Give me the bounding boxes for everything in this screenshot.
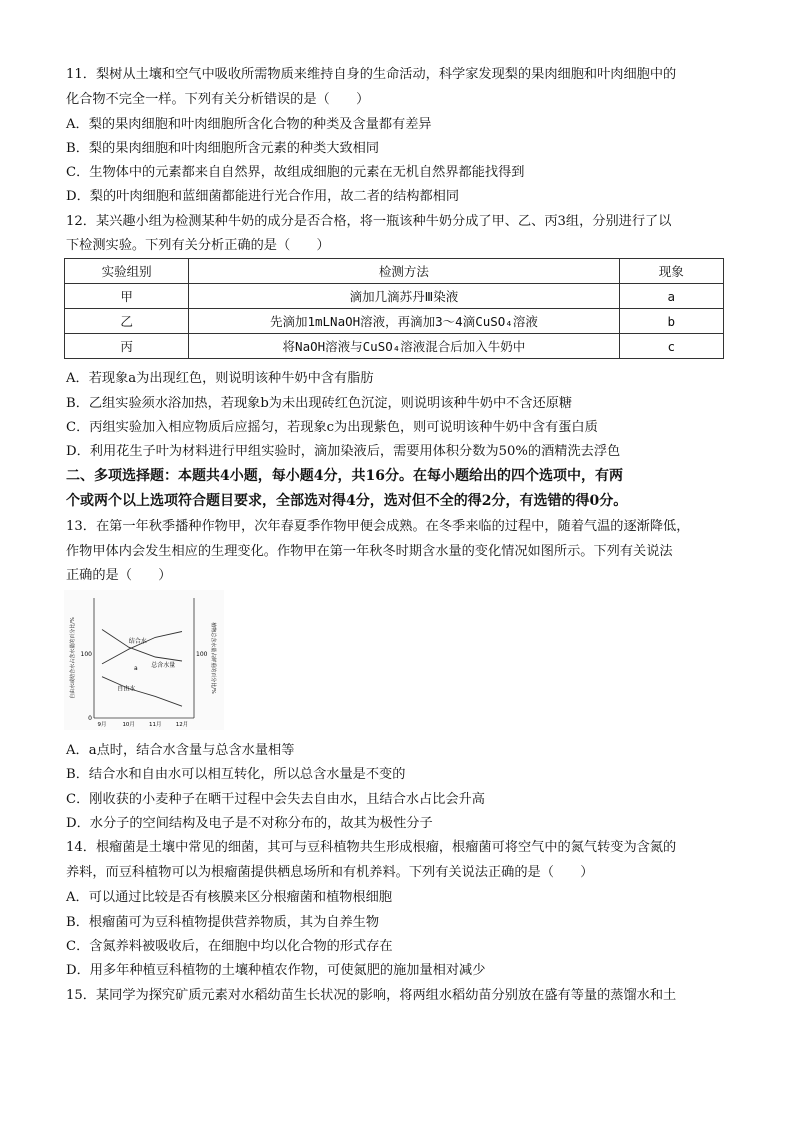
x-tick-label: 11月	[149, 722, 162, 728]
q13-option-a: A．a点时，结合水含量与总含水量相等	[66, 743, 295, 758]
table-cell-phenomenon: a	[619, 284, 723, 309]
table-cell-method: 先滴加1mLNaOH溶液，再滴加3～4滴CuSO₄溶液	[189, 309, 619, 334]
q12-option-b: B．乙组实验须水浴加热，若现象b为未出现砖红色沉淀，则说明该种牛奶中不含还原糖	[66, 396, 573, 411]
x-tick-label: 9月	[97, 722, 107, 728]
q11-option-d: D．梨的叶肉细胞和蓝细菌都能进行光合作用，故二者的结构都相同	[66, 189, 460, 204]
y-axis-right-label: 植物总含水量占鲜重的百分比/%	[210, 622, 216, 694]
q13-option-b: B．结合水和自由水可以相互转化，所以总含水量是不变的	[66, 767, 406, 782]
q11-stem-line1: 11．梨树从土壤和空气中吸收所需物质来维持自身的生命活动，科学家发现梨的果肉细胞和叶肉细胞中的	[66, 67, 677, 82]
table-cell-group: 丙	[65, 334, 189, 359]
series-label-2: 自由水	[117, 685, 136, 693]
series-label-1: 总含水量	[151, 662, 176, 669]
y-tick-left-100: 100	[80, 651, 92, 658]
q12-option-a: A．若现象a为出现红色，则说明该种牛奶中含有脂肪	[66, 371, 374, 386]
y-axis-left-label: 自由水或结合水占含水量的百分比/%	[70, 617, 76, 699]
q12-stem-line1: 12．某兴趣小组为检测某种牛奶的成分是否合格，将一瓶该种牛奶分成了甲、乙、丙3组，分别进行了以	[66, 214, 672, 229]
q14-option-d: D．用多年种植豆科植物的土壤种植农作物，可使氮肥的施加量相对减少	[66, 963, 486, 978]
table-cell-phenomenon: c	[619, 334, 723, 359]
q11-stem-line2: 化合物不完全一样。下列有关分析错误的是（ ）	[66, 92, 370, 107]
chart-background	[64, 590, 224, 730]
water-content-chart	[64, 590, 224, 730]
table-row	[65, 309, 724, 334]
q14-stem-line2: 养料，而豆科植物可以为根瘤菌提供栖息场所和有机养料。下列有关说法正确的是（ ）	[66, 865, 594, 880]
point-a-label: a	[134, 665, 138, 672]
table-header-group: 实验组别	[65, 259, 189, 284]
q13-stem-line1: 13．在第一年秋季播种作物甲，次年春夏季作物甲便会成熟。在冬季来临的过程中，随着气温的逐渐降低，	[66, 519, 690, 534]
table-row	[65, 284, 724, 309]
q12-option-c: C．丙组实验加入相应物质后应摇匀，若现象c为出现紫色，则可说明该种牛奶中含有蛋白质	[66, 420, 598, 435]
table-header-phenomenon: 现象	[619, 259, 723, 284]
q11-option-c: C．生物体中的元素都来自自然界，故组成细胞的元素在无机自然界都能找得到	[66, 165, 525, 180]
x-tick-label: 10月	[122, 722, 135, 728]
q14-option-c: C．含氮养料被吸收后，在细胞中均以化合物的形式存在	[66, 939, 393, 954]
x-tick-label: 12月	[175, 722, 189, 728]
q15-stem-line1: 15．某同学为探究矿质元素对水稻幼苗生长状况的影响，将两组水稻幼苗分别放在盛有等量的蒸馏水和土	[66, 988, 677, 1003]
series-label-0: 结合水	[128, 638, 147, 646]
q14-option-a: A．可以通过比较是否有核膜来区分根瘤菌和植物根细胞	[66, 890, 393, 905]
q13-option-c: C．刚收获的小麦种子在晒干过程中会失去自由水，且结合水占比会升高	[66, 792, 485, 807]
q12-stem-line2: 下检测实验。下列有关分析正确的是（ ）	[66, 238, 330, 253]
table-cell-method: 将NaOH溶液与CuSO₄溶液混合后加入牛奶中	[189, 334, 619, 359]
table-cell-phenomenon: b	[619, 309, 723, 334]
experiment-table	[64, 258, 724, 359]
q13-stem-line2: 作物甲体内会发生相应的生理变化。作物甲在第一年秋冬时期含水量的变化情况如图所示。下列有关说法	[66, 544, 673, 559]
q11-option-b: B．梨的果肉细胞和叶肉细胞所含元素的种类大致相同	[66, 141, 380, 156]
section2-heading-line2: 个或两个以上选项符合题目要求，全部选对得4分，选对但不全的得2分，有选错的得0分。	[66, 493, 628, 509]
table-cell-method: 滴加几滴苏丹Ⅲ染液	[189, 284, 619, 309]
table-cell-group: 乙	[65, 309, 189, 334]
q13-stem-line3: 正确的是（ ）	[66, 568, 172, 583]
table-header-method: 检测方法	[189, 259, 619, 284]
q11-option-a: A．梨的果肉细胞和叶肉细胞所含化合物的种类及含量都有差异	[66, 117, 432, 132]
section2-heading-line1: 二、多项选择题：本题共4小题，每小题4分，共16分。在每小题给出的四个选项中，有两	[66, 468, 623, 484]
y-tick-right-100: 100	[196, 651, 208, 658]
table-row	[65, 334, 724, 359]
q13-option-d: D．水分子的空间结构及电子是不对称分布的，故其为极性分子	[66, 816, 433, 831]
y-tick-0: 0	[88, 715, 92, 722]
q14-option-b: B．根瘤菌可为豆科植物提供营养物质，其为自养生物	[66, 915, 380, 930]
q12-option-d: D．利用花生子叶为材料进行甲组实验时，滴加染液后，需要用体积分数为50%的酒精洗去浮色	[66, 444, 621, 459]
q14-stem-line1: 14．根瘤菌是土壤中常见的细菌，其可与豆科植物共生形成根瘤，根瘤菌可将空气中的氮气转变为含氮的	[66, 840, 677, 855]
table-cell-group: 甲	[65, 284, 189, 309]
table-header-row	[65, 259, 724, 284]
